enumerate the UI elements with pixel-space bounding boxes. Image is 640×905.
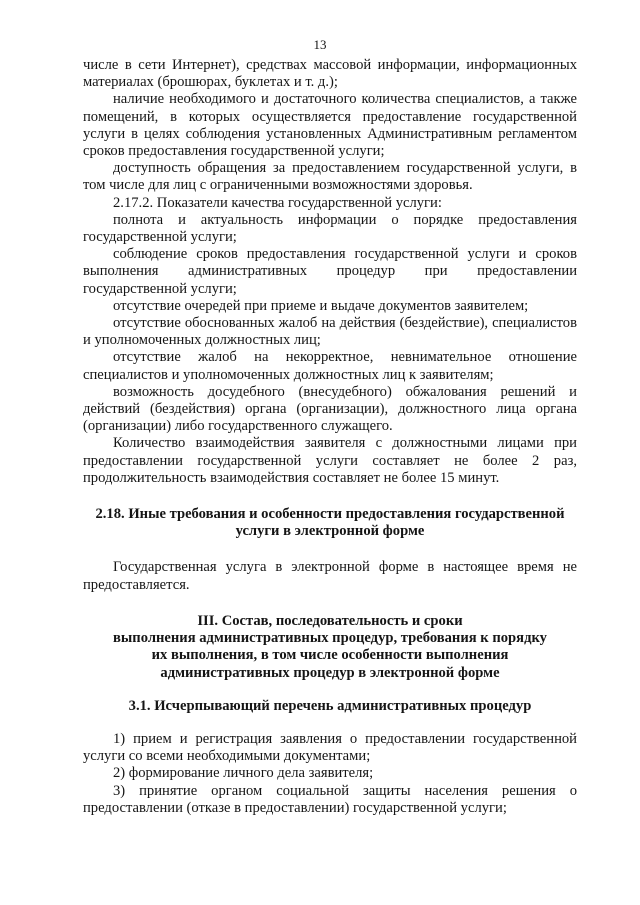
heading-line: административных процедур в электронной форме <box>160 664 500 681</box>
paragraph: доступность обращения за предоставлением государственной услуги, в том числе для лиц с ограниченными возможностями здоровья. <box>83 160 577 194</box>
paragraph: Государственная услуга в электронной форме в настоящее время не предоставляется. <box>83 559 577 593</box>
paragraph: отсутствие обоснованных жалоб на действия (бездействие), специалистов и уполномоченных должностных лиц; <box>83 315 577 349</box>
paragraph: полнота и актуальность информации о порядке предоставления государственной услуги; <box>83 211 577 246</box>
section-heading-2-18: 2.18. Иные требования и особенности предоставления государственной услуги в электронной форме <box>95 506 565 540</box>
list-item: 1) прием и регистрация заявления о предоставлении государственной услуги со всеми необходимыми документами; <box>83 730 577 765</box>
paragraph: 2.17.2. Показатели качества государственной услуги: <box>113 194 442 211</box>
paragraph: возможность досудебного (внесудебного) обжалования решений и действий (бездействия) органа (организации), должностного лица органа (организации) либо государственного служащего. <box>83 383 577 435</box>
section-heading-3-1: 3.1. Исчерпывающий перечень административных процедур <box>128 697 532 714</box>
paragraph: отсутствие жалоб на некорректное, невнимательное отношение специалистов и уполномоченных должностных лиц к заявителям; <box>83 349 577 383</box>
document-body <box>83 57 577 817</box>
list-item: 3) принятие органом социальной защиты населения решения о предоставлении (отказе в предоставлении) государственной услуги; <box>83 782 577 816</box>
page-number: 13 <box>313 37 327 52</box>
heading-line: их выполнения, в том числе особенности выполнения <box>151 647 509 664</box>
paragraph: соблюдение сроков предоставления государственной услуги и сроков выполнения административных процедур при предоставлении государственной услуги; <box>83 246 577 297</box>
heading-line: III. Состав, последовательность и сроки <box>197 612 463 629</box>
paragraph: Количество взаимодействия заявителя с должностными лицами при предоставлении государственной услуги составляет не более 2 раз, продолжительность взаимодействия составляет не более 15 минут. <box>83 435 577 486</box>
paragraph: числе в сети Интернет), средствах массовой информации, информационных материалах (брошюрах, буклетах и т. д.); <box>83 57 577 91</box>
list-item: 2) формирование личного дела заявителя; <box>113 765 374 782</box>
paragraph: отсутствие очередей при приеме и выдаче документов заявителем; <box>113 297 529 314</box>
heading-line: выполнения административных процедур, требования к порядку <box>113 630 547 647</box>
paragraph: наличие необходимого и достаточного количества специалистов, а также помещений, в которых осуществляется предоставление государственной услуги в целях соблюдения установленных Административным регламентом сроков предоставления государственной услуги; <box>83 91 577 160</box>
section-heading-3 <box>83 613 577 682</box>
